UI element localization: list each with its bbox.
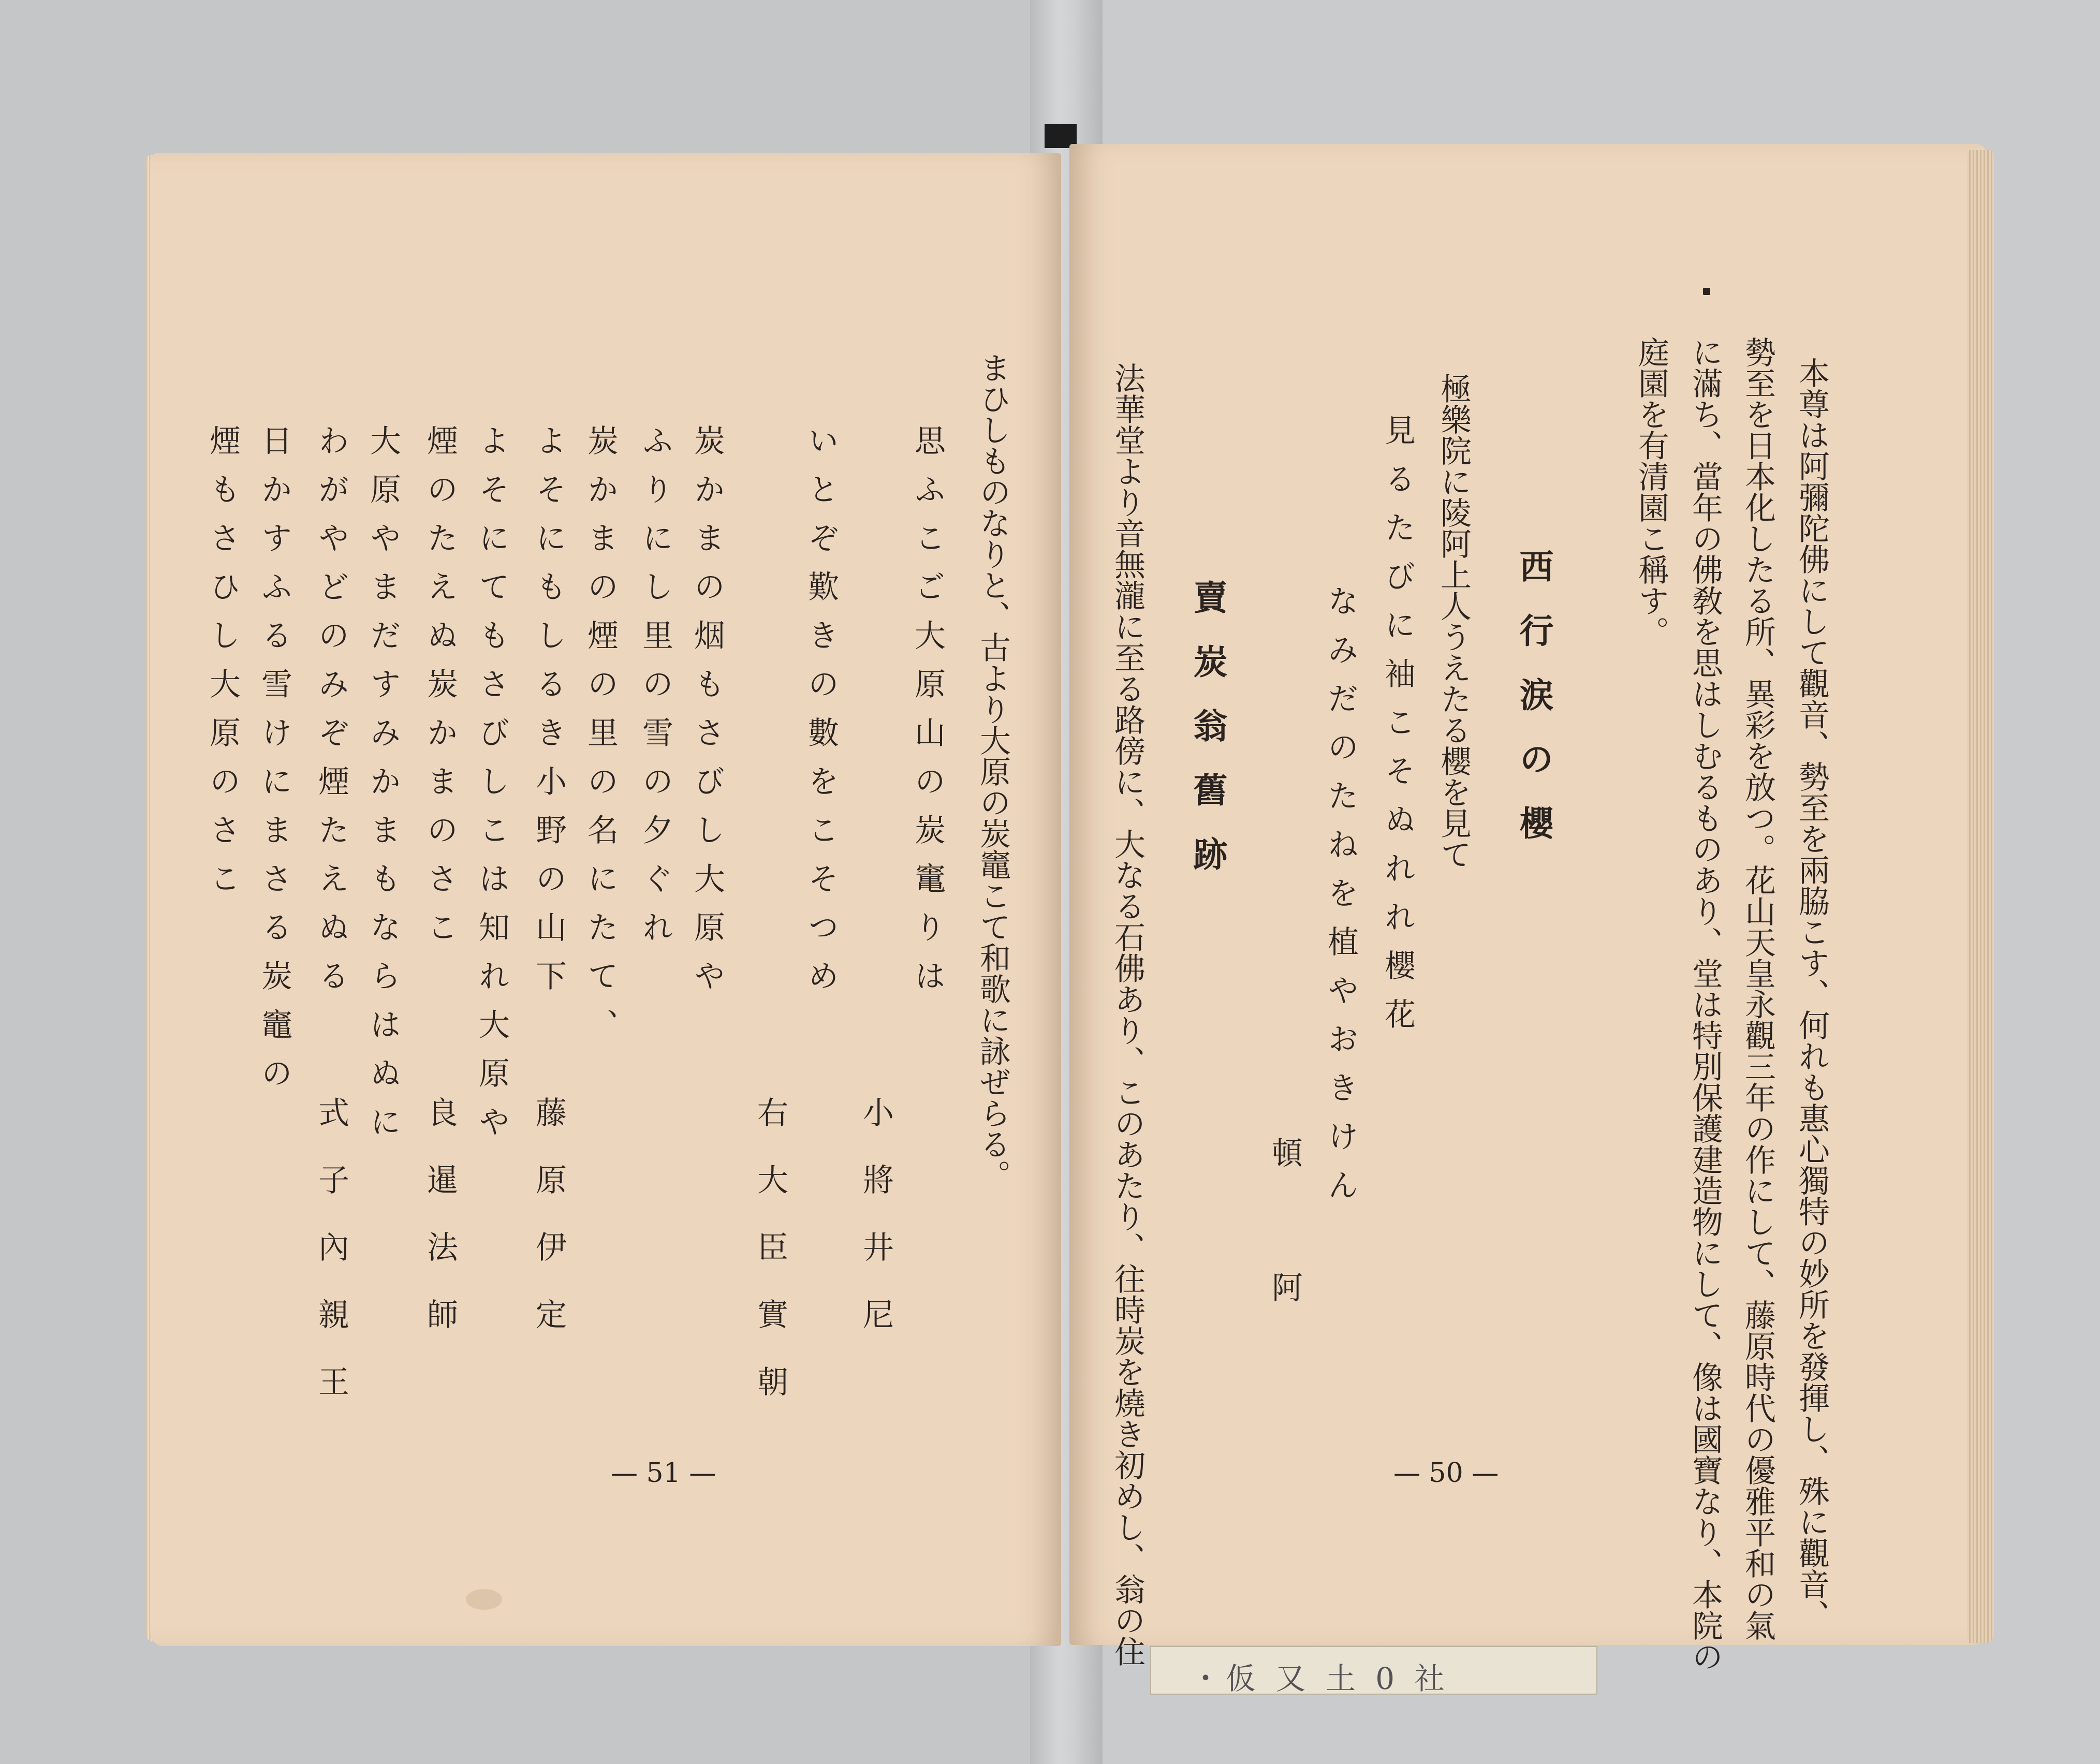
section1-poem-line-1: 見るたびに袖こそぬれれ櫻花 — [1379, 414, 1416, 1047]
slip-handwriting: ・仮 又 土 0 社 — [1191, 1661, 1450, 1696]
poem-3-line-2: よそにもしるき小野の山下 — [531, 424, 567, 1008]
poem-5-line-2: わがやどのみぞ煙たえぬる — [313, 424, 349, 1008]
left-intro-line: まひしものなりと、古より大原の炭竈こて和歌に詠ぜらる。 — [975, 352, 1011, 1190]
poem-5-author: 良暹法師 — [422, 1096, 458, 1365]
poem-5-line-1: 大原やまだすみかまもならはぬに — [365, 424, 401, 1154]
poem-3-line-1: 炭かまの煙の里の名にたて、 — [582, 424, 619, 1057]
poem-6-author: 式子內親王 — [313, 1096, 349, 1433]
poem-2-line-2: ふりにし里の雪の夕ぐれ — [637, 424, 673, 960]
margin-dot — [1703, 288, 1710, 295]
poem-6-line-2: 煙もさひし大原のさこ — [204, 424, 241, 911]
poem-4-line-1: よそにてもさびしこは知れ大原や — [474, 424, 510, 1154]
section1-author: 頓阿 — [1267, 1137, 1303, 1406]
paper-stain — [466, 1589, 502, 1610]
poem-6-line-1: 日かすふる雪けにまさる炭竈の — [256, 424, 292, 1106]
right-page-number: — 50 — — [1393, 1458, 1499, 1489]
poem-1-line-1: 思ふこご大原山の炭竃りは — [909, 424, 946, 1008]
section1-intro: 極樂院に陵阿上人うえたる櫻を見て — [1435, 373, 1472, 870]
body-line-2: 勢至を日本化したる所、異彩を放つ。花山天皇永觀三年の作にして、藤原時代の優雅平和の氣 — [1740, 336, 1776, 1641]
section1-poem-line-2: なみだのたねを植やおきけん — [1323, 585, 1359, 1217]
poem-4-line-2: 煙のたえぬ炭かまのさこ — [422, 424, 458, 960]
poem-2-author: 右大臣實朝 — [752, 1096, 788, 1433]
page-edges-right — [1967, 150, 1994, 1643]
poem-2-line-1: 炭かまの烟もさびし大原や — [689, 424, 725, 1008]
body-line-1: 本尊は阿彌陀佛にして觀音、勢至を兩脇こす、何れも惠心獨特の妙所を發揮し、殊に觀音、 — [1794, 357, 1830, 1630]
section-title-baitanou: 賣炭翁舊跡 — [1187, 580, 1228, 901]
body-line-3: に滿ち、當年の佛敎を思はしむるものあり、堂は特別保護建造物にして、像は國寶なり、本院の — [1687, 336, 1723, 1672]
left-page-number: — 51 — — [611, 1458, 716, 1489]
poem-1-author: 小將井尼 — [858, 1096, 894, 1365]
section-title-saigyo: 西行涙の櫻 — [1514, 549, 1554, 870]
poem-4-author: 藤原伊定 — [531, 1096, 567, 1365]
body-line-4: 庭園を有清園こ稱す。 — [1633, 336, 1669, 647]
poem-1-line-2: いとぞ歎きの數をこそつめ — [803, 424, 839, 1008]
section2-body-line: 法華堂より音無瀧に至る路傍に、大なる石佛あり、このあたり、往時炭を燒き初めし、翁の住 — [1109, 362, 1146, 1667]
